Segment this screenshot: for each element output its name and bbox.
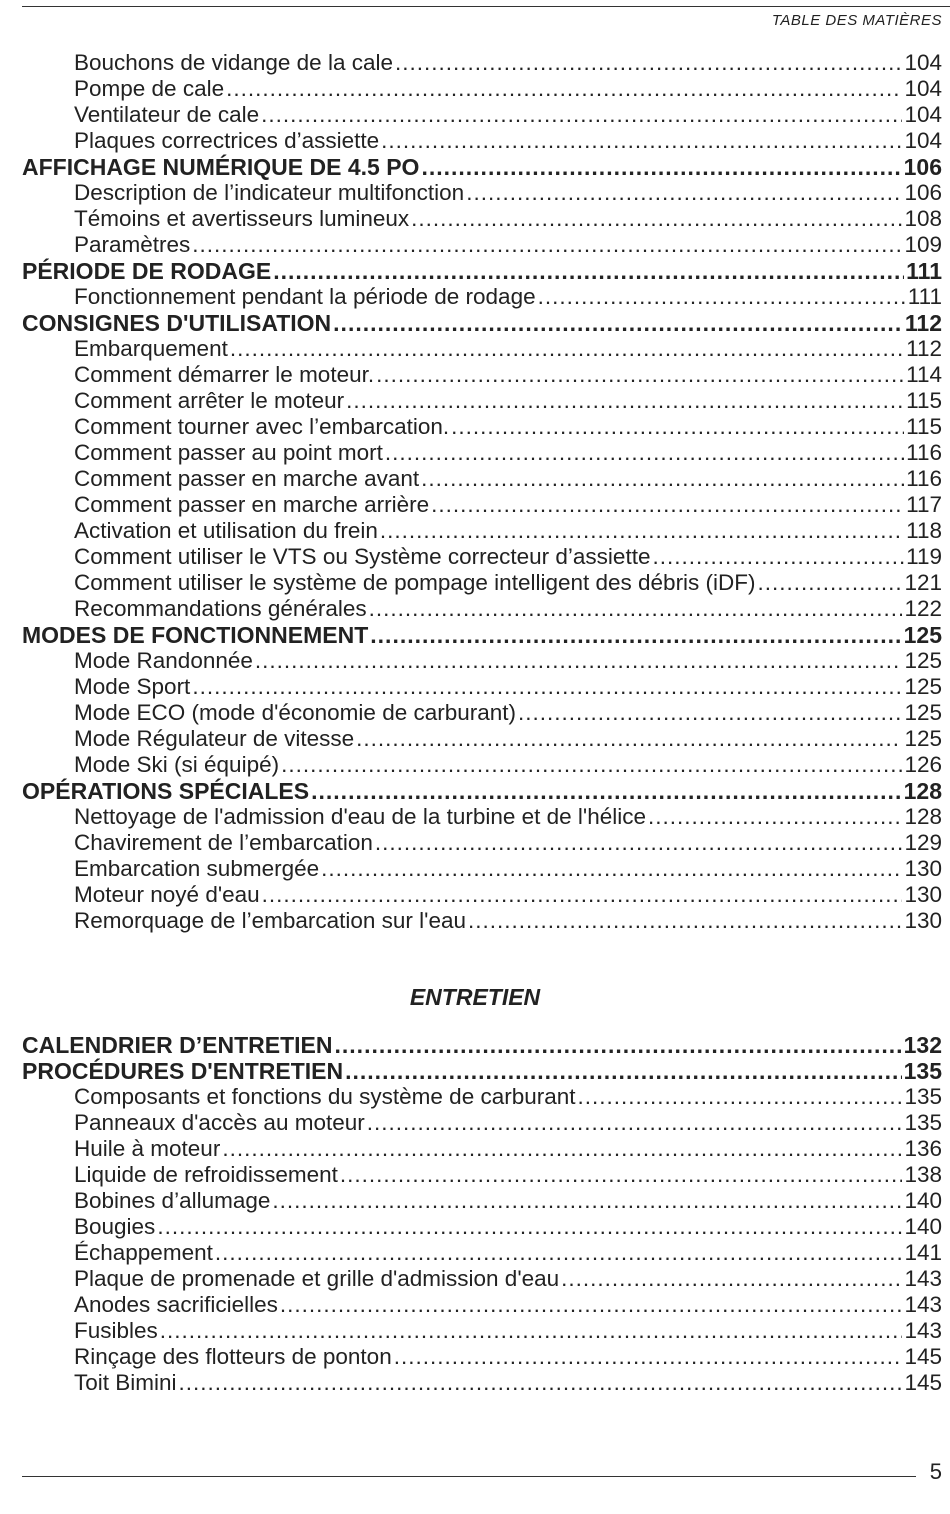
toc-entry-title: Composants et fonctions du système de carburant	[74, 1084, 576, 1109]
toc-entry-title: Bobines d’allumage	[74, 1188, 271, 1213]
page-header-title: TABLE DES MATIÈRES	[771, 12, 942, 29]
toc-entry-page: 112	[906, 336, 942, 361]
toc-entry-page: 104	[904, 102, 942, 127]
toc-entry-page: 117	[906, 492, 942, 517]
toc-entry[interactable]	[22, 570, 942, 596]
toc-entry-title: Remorquage de l’embarcation sur l'eau	[74, 908, 467, 933]
toc-entry-title: Panneaux d'accès au moteur	[74, 1110, 365, 1135]
toc-entry[interactable]	[22, 466, 942, 492]
toc-entry-title: Anodes sacrificielles	[74, 1292, 278, 1317]
toc-section-entry[interactable]	[22, 1032, 942, 1058]
toc-entry-page: 125	[904, 674, 942, 699]
section-heading-entretien: ENTRETIEN	[409, 984, 541, 1010]
toc-entry[interactable]	[22, 102, 942, 128]
toc-entry-title: Mode ECO (mode d'économie de carburant)	[74, 700, 517, 725]
toc-entry-page: 140	[904, 1188, 942, 1213]
toc-section-entry[interactable]	[22, 310, 942, 336]
toc-entry-page: 125	[903, 622, 942, 648]
toc-entry-title: CONSIGNES D'UTILISATION	[22, 310, 332, 336]
dot-leader	[578, 1084, 903, 1110]
toc-entry-page: 106	[904, 180, 942, 205]
toc-entry[interactable]	[22, 1370, 942, 1396]
toc-entry-title: Mode Ski (si équipé)	[74, 752, 280, 777]
toc-entry-page: 121	[904, 570, 942, 595]
toc-part-1	[22, 50, 942, 934]
toc-entry-page: 104	[904, 50, 942, 75]
toc-entry[interactable]	[22, 596, 942, 622]
toc-entry-title: Huile à moteur	[74, 1136, 221, 1161]
toc-entry[interactable]	[22, 1318, 942, 1344]
toc-entry[interactable]	[22, 336, 942, 362]
dot-leader	[395, 50, 902, 76]
dot-leader	[272, 1188, 902, 1214]
toc-entry[interactable]	[22, 1136, 942, 1162]
toc-entry-page: 126	[904, 752, 942, 777]
dot-leader	[222, 1136, 902, 1162]
toc-entry-page: 115	[906, 388, 942, 413]
dot-leader	[380, 518, 904, 544]
dot-leader	[421, 154, 901, 180]
toc-entry[interactable]	[22, 726, 942, 752]
toc-entry-page: 129	[904, 830, 942, 855]
toc-section-entry[interactable]	[22, 778, 942, 804]
toc-entry-title: Toit Bimini	[74, 1370, 177, 1395]
toc-entry[interactable]	[22, 908, 942, 934]
toc-entry-page: 111	[906, 258, 942, 284]
dot-leader	[451, 414, 904, 440]
toc-entry-title: Pompe de cale	[74, 76, 225, 101]
dot-leader	[262, 882, 903, 908]
toc-entry-title: Mode Randonnée	[74, 648, 253, 673]
toc-entry[interactable]	[22, 1292, 942, 1318]
toc-entry-title: Plaque de promenade et grille d'admission d'eau	[74, 1266, 560, 1291]
toc-entry[interactable]	[22, 544, 942, 570]
dot-leader	[215, 1240, 903, 1266]
toc-entry-page: 109	[904, 232, 942, 257]
toc-entry-title: Mode Régulateur de vitesse	[74, 726, 355, 751]
toc-entry-title: Description de l’indicateur multifonction	[74, 180, 465, 205]
toc-entry-title: Liquide de refroidissement	[74, 1162, 338, 1187]
toc-entry[interactable]	[22, 206, 942, 232]
dot-leader	[280, 1292, 903, 1318]
dot-leader	[518, 700, 902, 726]
toc-entry[interactable]	[22, 674, 942, 700]
toc-entry-page: 143	[904, 1292, 942, 1317]
dot-leader	[466, 180, 902, 206]
toc-entry-page: 125	[904, 648, 942, 673]
toc-entry-page: 128	[903, 778, 942, 804]
toc-entry-page: 112	[904, 310, 942, 336]
toc-entry[interactable]	[22, 492, 942, 518]
toc-entry[interactable]	[22, 856, 942, 882]
toc-entry-page: 136	[904, 1136, 942, 1161]
toc-entry-title: Chavirement de l’embarcation	[74, 830, 373, 855]
toc-entry-title: PÉRIODE DE RODAGE	[22, 258, 272, 284]
dot-leader	[273, 258, 904, 284]
toc-entry[interactable]	[22, 830, 942, 856]
toc-entry-page: 125	[904, 726, 942, 751]
toc-entry-page: 116	[906, 440, 942, 465]
toc-entry-title: Comment passer au point mort	[74, 440, 383, 465]
toc-entry-title: Recommandations générales	[74, 596, 367, 621]
toc-entry-title: Témoins et avertisseurs lumineux	[74, 206, 410, 231]
toc-entry-title: Comment passer en marche avant	[74, 466, 420, 491]
toc-entry-page: 143	[904, 1318, 942, 1343]
toc-entry-page: 119	[906, 544, 942, 569]
toc-entry[interactable]	[22, 414, 942, 440]
toc-entry-title: Bougies	[74, 1214, 156, 1239]
dot-leader	[345, 1058, 902, 1084]
toc-entry-page: 132	[903, 1032, 942, 1058]
dot-leader	[367, 1110, 903, 1136]
toc-entry[interactable]	[22, 1214, 942, 1240]
toc-entry[interactable]	[22, 1240, 942, 1266]
toc-entry-title: Plaques correctrices d’assiette	[74, 128, 380, 153]
dot-leader	[230, 336, 904, 362]
dot-leader	[179, 1370, 903, 1396]
toc-entry-title: AFFICHAGE NUMÉRIQUE DE 4.5 PO	[22, 154, 420, 180]
toc-entry-page: 141	[904, 1240, 942, 1265]
dot-leader	[346, 388, 904, 414]
bottom-rule	[22, 1476, 916, 1477]
toc-entry[interactable]	[22, 804, 942, 830]
toc-entry-page: 104	[904, 128, 942, 153]
toc-entry[interactable]	[22, 1344, 942, 1370]
toc-entry-page: 138	[904, 1162, 942, 1187]
toc-entry-title: Comment tourner avec l’embarcation.	[74, 414, 450, 439]
dot-leader	[335, 1032, 902, 1058]
toc-entry-title: Comment passer en marche arrière	[74, 492, 430, 517]
toc-entry-title: Comment utiliser le système de pompage intelligent des débris (iDF)	[74, 570, 756, 595]
toc-entry-title: Activation et utilisation du frein	[74, 518, 378, 543]
toc-part-2	[22, 1032, 942, 1396]
dot-leader	[261, 102, 902, 128]
dot-leader	[376, 362, 904, 388]
dot-leader	[381, 128, 902, 154]
toc-entry-title: Ventilateur de cale	[74, 102, 260, 127]
toc-entry-page: 135	[904, 1084, 942, 1109]
dot-leader	[411, 206, 902, 232]
dot-leader	[758, 570, 903, 596]
toc-entry-page: 114	[906, 362, 942, 387]
dot-leader	[369, 596, 903, 622]
dot-leader	[421, 466, 904, 492]
dot-leader	[192, 232, 902, 258]
toc-entry-title: Comment utiliser le VTS ou Système correcteur d’assiette	[74, 544, 651, 569]
toc-entry[interactable]	[22, 1266, 942, 1292]
toc-entry-title: Fonctionnement pendant la période de rodage	[74, 284, 536, 309]
toc-entry-title: PROCÉDURES D'ENTRETIEN	[22, 1058, 344, 1084]
toc-entry[interactable]	[22, 1188, 942, 1214]
toc-entry-title: Moteur noyé d'eau	[74, 882, 260, 907]
toc-entry-page: 130	[904, 856, 942, 881]
toc-entry-page: 106	[903, 154, 942, 180]
toc-entry[interactable]	[22, 76, 942, 102]
toc-entry-page: 135	[903, 1058, 942, 1084]
top-rule	[22, 6, 950, 7]
toc-entry[interactable]	[22, 50, 942, 76]
toc-entry-title: Comment démarrer le moteur.	[74, 362, 375, 387]
toc-entry-page: 143	[904, 1266, 942, 1291]
toc-entry-title: Comment arrêter le moteur	[74, 388, 345, 413]
toc-section-entry[interactable]	[22, 1058, 942, 1084]
dot-leader	[431, 492, 904, 518]
dot-leader	[385, 440, 904, 466]
toc-entry-page: 145	[904, 1344, 942, 1369]
toc-entry[interactable]	[22, 1162, 942, 1188]
dot-leader	[538, 284, 906, 310]
dot-leader	[192, 674, 902, 700]
toc-entry-title: Bouchons de vidange de la cale	[74, 50, 393, 75]
toc-entry-title: Embarquement	[74, 336, 228, 361]
dot-leader	[375, 830, 903, 856]
toc-entry-page: 140	[904, 1214, 942, 1239]
toc-entry-title: OPÉRATIONS SPÉCIALES	[22, 778, 310, 804]
dot-leader	[333, 310, 903, 336]
toc-entry[interactable]	[22, 440, 942, 466]
toc-entry[interactable]	[22, 648, 942, 674]
toc-entry[interactable]	[22, 232, 942, 258]
toc-entry-title: Fusibles	[74, 1318, 158, 1343]
dot-leader	[281, 752, 902, 778]
dot-leader	[356, 726, 902, 752]
toc-entry-title: Embarcation submergée	[74, 856, 320, 881]
toc-entry[interactable]	[22, 284, 942, 310]
toc-entry-page: 125	[904, 700, 942, 725]
dot-leader	[157, 1214, 902, 1240]
toc-entry-page: 145	[904, 1370, 942, 1395]
dot-leader	[652, 544, 904, 570]
dot-leader	[340, 1162, 903, 1188]
toc-section-entry[interactable]	[22, 154, 942, 180]
dot-leader	[321, 856, 902, 882]
dot-leader	[648, 804, 902, 830]
dot-leader	[226, 76, 902, 102]
dot-leader	[468, 908, 902, 934]
toc-entry[interactable]	[22, 700, 942, 726]
toc-entry[interactable]	[22, 882, 942, 908]
toc-entry-title: Mode Sport	[74, 674, 191, 699]
toc-entry-page: 122	[904, 596, 942, 621]
toc-entry-page: 135	[904, 1110, 942, 1135]
toc-entry-title: Rinçage des flotteurs de ponton	[74, 1344, 392, 1369]
toc-entry-title: CALENDRIER D’ENTRETIEN	[22, 1032, 333, 1058]
dot-leader	[561, 1266, 902, 1292]
toc-entry-title: Échappement	[74, 1240, 213, 1265]
dot-leader	[370, 622, 901, 648]
dot-leader	[255, 648, 903, 674]
toc-entry-page: 115	[906, 414, 942, 439]
page-number: 5	[929, 1459, 942, 1484]
toc-section-entry[interactable]	[22, 622, 942, 648]
toc-entry[interactable]	[22, 1084, 942, 1110]
dot-leader	[311, 778, 902, 804]
toc-entry[interactable]	[22, 362, 942, 388]
toc-entry-page: 130	[904, 882, 942, 907]
toc-entry-page: 111	[907, 284, 942, 309]
toc-entry-page: 116	[906, 466, 942, 491]
dot-leader	[160, 1318, 903, 1344]
dot-leader	[394, 1344, 903, 1370]
toc-entry[interactable]	[22, 388, 942, 414]
toc-entry-title: MODES DE FONCTIONNEMENT	[22, 622, 369, 648]
toc-entry[interactable]	[22, 180, 942, 206]
toc-entry-page: 118	[906, 518, 942, 543]
toc-entry-title: Paramètres	[74, 232, 191, 257]
toc-entry[interactable]	[22, 128, 942, 154]
toc-entry-page: 130	[904, 908, 942, 933]
toc-entry-page: 104	[904, 76, 942, 101]
toc-section-entry[interactable]	[22, 258, 942, 284]
toc-entry-page: 108	[904, 206, 942, 231]
toc-entry[interactable]	[22, 1110, 942, 1136]
toc-entry[interactable]	[22, 752, 942, 778]
toc-entry[interactable]	[22, 518, 942, 544]
toc-entry-title: Nettoyage de l'admission d'eau de la turbine et de l'hélice	[74, 804, 647, 829]
toc-entry-page: 128	[904, 804, 942, 829]
